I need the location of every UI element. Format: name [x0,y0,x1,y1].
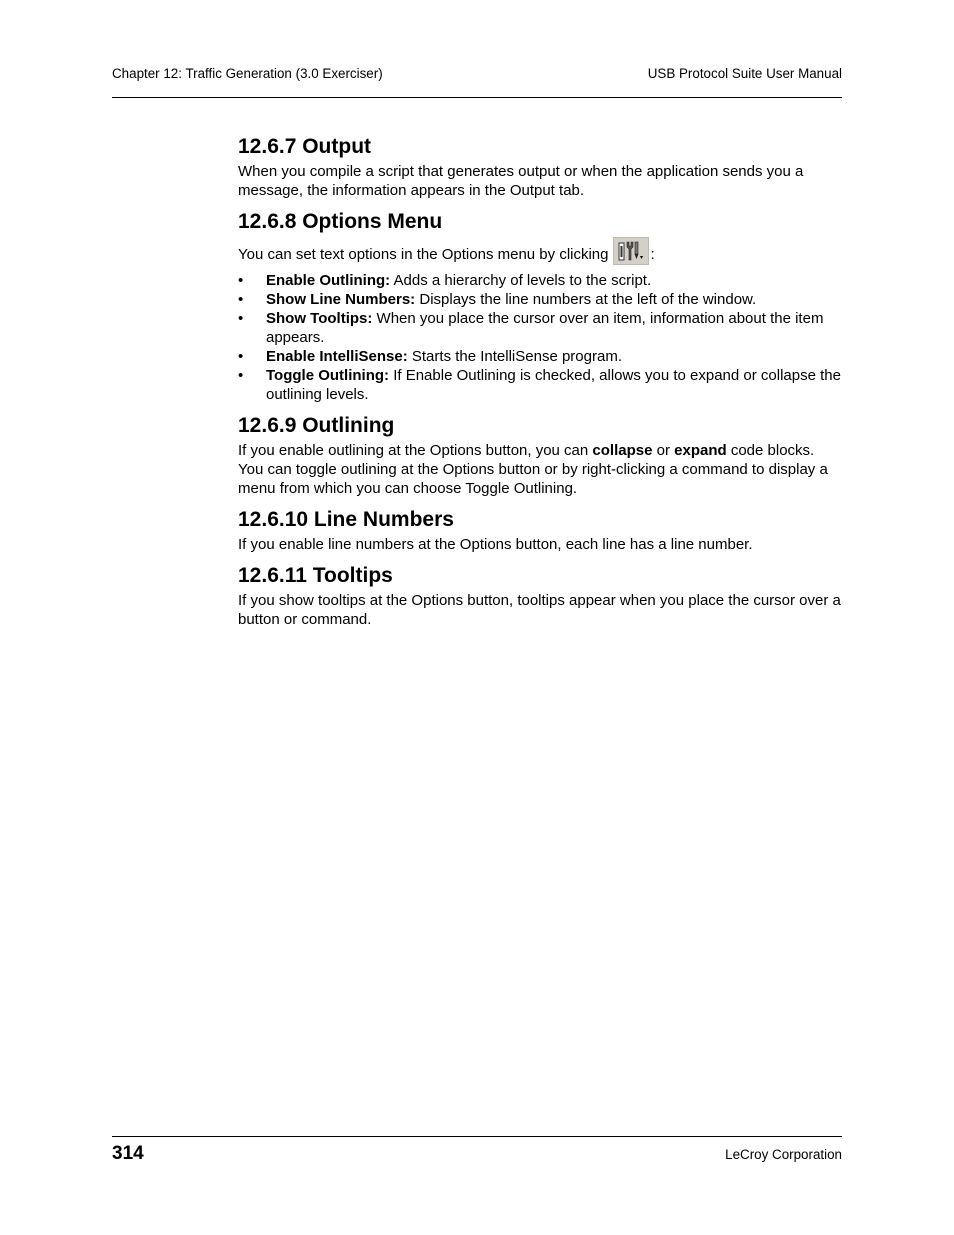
item-term: Show Line Numbers: [266,291,416,308]
item-desc: Starts the IntelliSense program. [407,348,622,365]
intro-text: You can set text options in the Options menu by clicking [238,246,609,263]
section-body [238,441,842,498]
body-text: code blocks. You can toggle outlining at the Options button or by right-clicking a command to display a menu from which you can choose Toggle Outlining. [238,442,828,497]
header-rule [112,97,842,98]
company-name: LeCroy Corporation [725,1147,842,1162]
section-options-menu [238,208,842,404]
section-tooltips [238,562,842,629]
body-bold: collapse [592,442,653,459]
item-term: Show Tooltips: [266,310,373,327]
section-body: When you compile a script that generates output or when the application sends you a message, the information appears in the Output tab. [238,163,804,199]
list-item [238,366,842,404]
item-term: Enable IntelliSense: [266,348,408,365]
chapter-title: Chapter 12: Traffic Generation (3.0 Exerciser) [112,66,383,81]
item-desc: Displays the line numbers at the left of the window. [415,291,757,308]
section-heading: 12.6.8 Options Menu [238,210,443,233]
list-item [238,309,842,347]
manual-title: USB Protocol Suite User Manual [647,66,842,81]
section-line-numbers [238,506,842,554]
body-bold: expand [674,442,727,459]
section-heading: 12.6.7 Output [238,135,372,158]
list-item [238,290,842,309]
section-heading: 12.6.11 Tooltips [238,564,393,587]
list-item [238,271,842,290]
item-desc: When you place the cursor over an item, information about the item appears. [266,310,824,346]
item-term: Enable Outlining: [266,272,391,289]
bullet-glyph: • [238,348,244,365]
item-desc: If Enable Outlining is checked, allows you to expand or collapse the outlining levels. [266,367,841,403]
bullet-glyph: • [238,367,244,384]
intro-end: : [650,246,655,263]
section-heading: 12.6.10 Line Numbers [238,508,454,531]
section-heading: 12.6.9 Outlining [238,414,395,437]
item-desc: Adds a hierarchy of levels to the script. [390,272,652,289]
section-body: If you enable line numbers at the Options button, each line has a line number. [238,536,753,553]
body-text: or [652,442,675,459]
bullet-glyph: • [238,272,244,289]
item-term: Toggle Outlining: [266,367,390,384]
list-item [238,347,842,366]
bullet-glyph: • [238,310,244,327]
page-content [238,133,842,637]
footer-rule [112,1136,842,1137]
section-outlining [238,412,842,498]
options-tools-icon [613,237,649,265]
body-text: If you enable outlining at the Options button, you can [238,442,593,459]
section-intro [238,237,842,265]
options-list [238,271,842,404]
section-output [238,133,842,200]
page-number: 314 [112,1143,144,1164]
section-body: If you show tooltips at the Options button, tooltips appear when you place the cursor over a button or command. [238,592,841,628]
bullet-glyph: • [238,291,244,308]
